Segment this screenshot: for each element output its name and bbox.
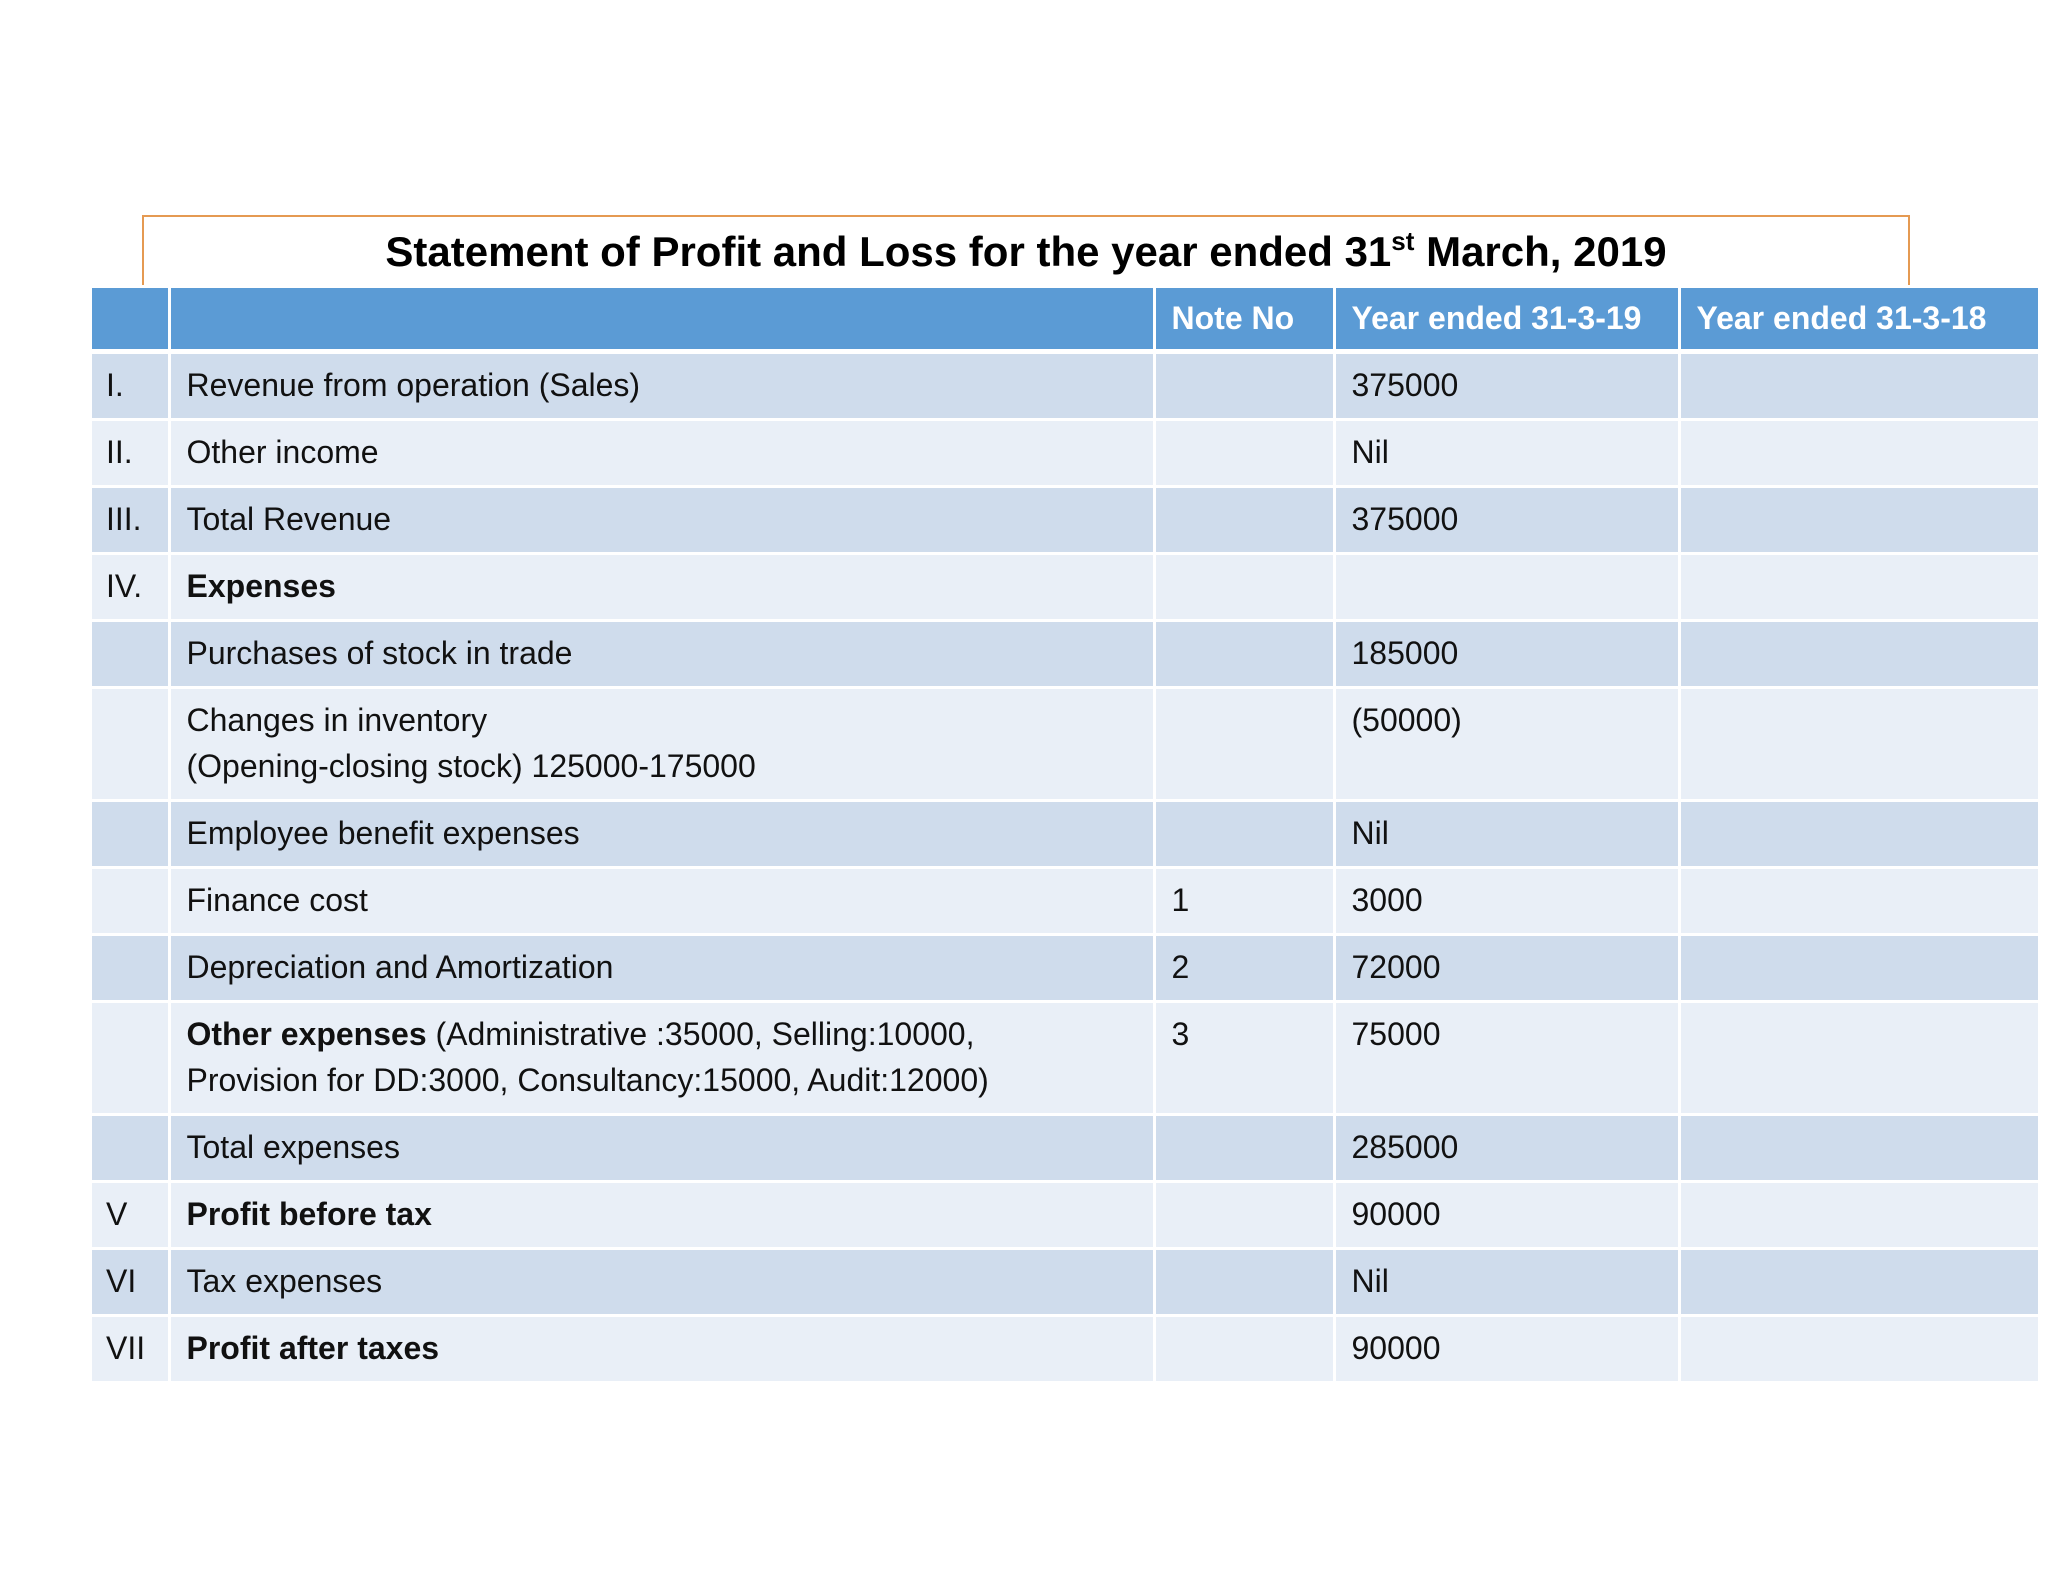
row-previous-year [1679, 554, 2038, 621]
table-row [92, 487, 2038, 554]
row-note: 3 [1154, 1002, 1334, 1115]
row-previous-year [1679, 688, 2038, 801]
row-particulars [169, 688, 1154, 801]
row-previous-year [1679, 1316, 2038, 1383]
row-number: II. [92, 420, 169, 487]
row-previous-year [1679, 868, 2038, 935]
row-previous-year [1679, 621, 2038, 688]
table-row [92, 868, 2038, 935]
title-text-after: March, 2019 [1414, 228, 1667, 275]
row-previous-year [1679, 1002, 2038, 1115]
table-row [92, 688, 2038, 801]
row-particulars: Other income [169, 420, 1154, 487]
row-note: 1 [1154, 868, 1334, 935]
header-particulars [169, 288, 1154, 352]
table-row [92, 1115, 2038, 1182]
row-previous-year [1679, 801, 2038, 868]
row-previous-year [1679, 420, 2038, 487]
table-row [92, 935, 2038, 1002]
row-note [1154, 420, 1334, 487]
row-note [1154, 1249, 1334, 1316]
row-previous-year [1679, 1182, 2038, 1249]
table-row [92, 1249, 2038, 1316]
row-number [92, 621, 169, 688]
row-particulars: Purchases of stock in trade [169, 621, 1154, 688]
header-previous-year: Year ended 31-3-18 [1679, 288, 2038, 352]
row-current-year: 3000 [1334, 868, 1679, 935]
title-box [142, 215, 1910, 285]
table-row [92, 1182, 2038, 1249]
table-row [92, 801, 2038, 868]
row-number [92, 1115, 169, 1182]
row-previous-year [1679, 352, 2038, 420]
row-current-year: Nil [1334, 801, 1679, 868]
row-particulars: Revenue from operation (Sales) [169, 352, 1154, 420]
row-number [92, 801, 169, 868]
row-particulars [169, 1002, 1154, 1115]
row-current-year: Nil [1334, 420, 1679, 487]
header-current-year: Year ended 31-3-19 [1334, 288, 1679, 352]
row-current-year: 72000 [1334, 935, 1679, 1002]
row-particulars: Total Revenue [169, 487, 1154, 554]
row-number [92, 868, 169, 935]
row-number: I. [92, 352, 169, 420]
table-row [92, 1002, 2038, 1115]
row-particulars: Employee benefit expenses [169, 801, 1154, 868]
table-row [92, 352, 2038, 420]
row-particulars: Profit before tax [169, 1182, 1154, 1249]
row-note [1154, 801, 1334, 868]
row-particulars: Tax expenses [169, 1249, 1154, 1316]
row-number: IV. [92, 554, 169, 621]
particulars-detail: (Administrative :35000, Selling:10000, [426, 1016, 975, 1052]
row-current-year: (50000) [1334, 688, 1679, 801]
header-note-no: Note No [1154, 288, 1334, 352]
row-current-year: 90000 [1334, 1316, 1679, 1383]
row-current-year [1334, 554, 1679, 621]
particulars-line-1 [187, 1011, 1137, 1057]
particulars-line-2: (Opening-closing stock) 125000-175000 [186, 748, 756, 784]
row-particulars: Total expenses [169, 1115, 1154, 1182]
row-previous-year [1679, 935, 2038, 1002]
row-number [92, 688, 169, 801]
row-note: 2 [1154, 935, 1334, 1002]
row-number: VI [92, 1249, 169, 1316]
row-note [1154, 554, 1334, 621]
row-current-year: 375000 [1334, 487, 1679, 554]
row-number: III. [92, 487, 169, 554]
row-note [1154, 1182, 1334, 1249]
row-number [92, 935, 169, 1002]
row-current-year: Nil [1334, 1249, 1679, 1316]
table-row [92, 1316, 2038, 1383]
table-row [92, 554, 2038, 621]
title-text-before: Statement of Profit and Loss for the year ended 31 [385, 228, 1392, 275]
row-note [1154, 487, 1334, 554]
profit-loss-table [92, 288, 2038, 1384]
row-number: V [92, 1182, 169, 1249]
particulars-bold-label: Other expenses [186, 1016, 427, 1052]
title-superscript: st [1391, 226, 1415, 256]
row-current-year: 90000 [1334, 1182, 1679, 1249]
particulars-line-2: Provision for DD:3000, Consultancy:15000, Audit:12000) [186, 1062, 989, 1098]
header-no [92, 288, 169, 352]
row-particulars: Expenses [169, 554, 1154, 621]
row-previous-year [1679, 1249, 2038, 1316]
row-current-year: 185000 [1334, 621, 1679, 688]
table-header-row [92, 288, 2038, 352]
row-note [1154, 1316, 1334, 1383]
row-current-year: 75000 [1334, 1002, 1679, 1115]
row-particulars: Profit after taxes [169, 1316, 1154, 1383]
row-note [1154, 688, 1334, 801]
row-current-year: 285000 [1334, 1115, 1679, 1182]
row-previous-year [1679, 487, 2038, 554]
row-current-year: 375000 [1334, 352, 1679, 420]
row-number: VII [92, 1316, 169, 1383]
particulars-line-1: Changes in inventory [186, 702, 488, 738]
row-particulars: Depreciation and Amortization [169, 935, 1154, 1002]
statement-title [144, 217, 1908, 287]
row-note [1154, 1115, 1334, 1182]
row-note [1154, 352, 1334, 420]
row-number [92, 1002, 169, 1115]
table-row [92, 420, 2038, 487]
table-row [92, 621, 2038, 688]
row-particulars: Finance cost [169, 868, 1154, 935]
row-note [1154, 621, 1334, 688]
row-previous-year [1679, 1115, 2038, 1182]
